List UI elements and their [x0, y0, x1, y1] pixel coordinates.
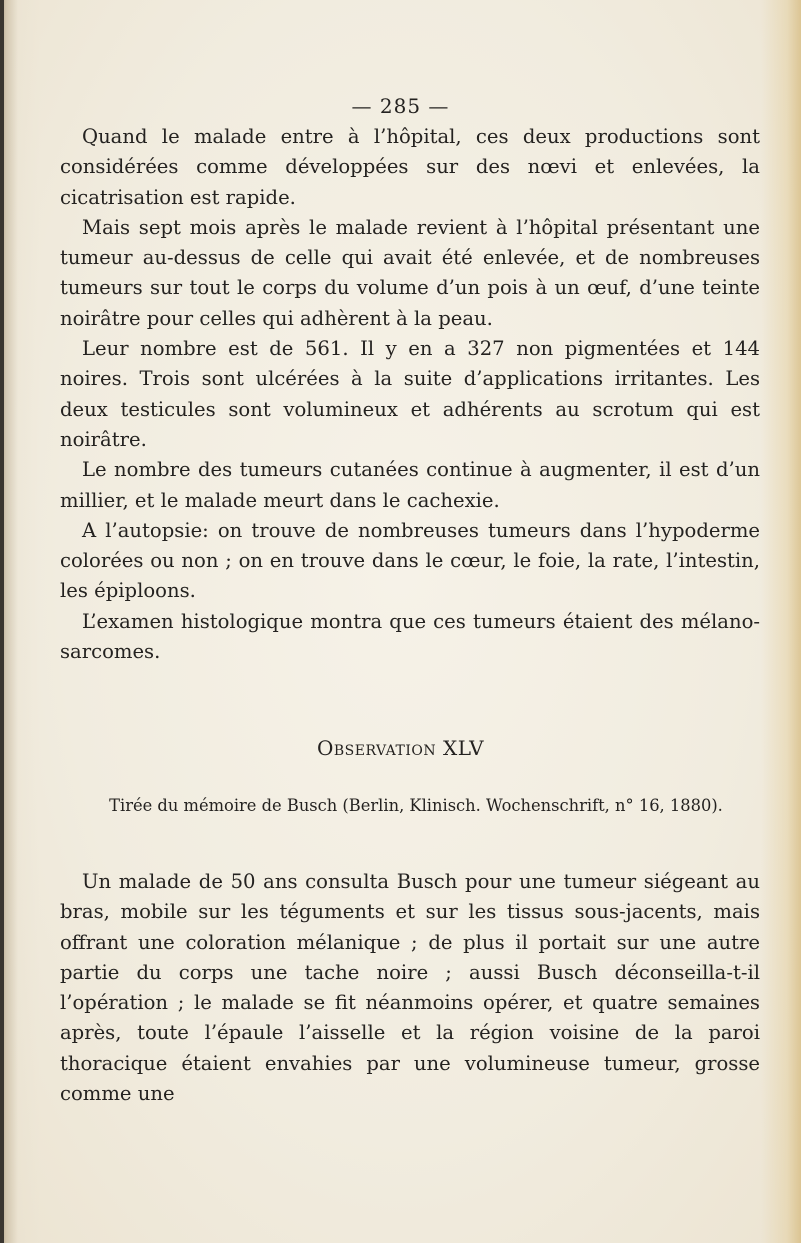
paragraph-1: Quand le malade entre à l’hôpital, ces deux productions sont considérées comme développées sur des nœvi et enlevées, la cicatrisation est rapide.: [60, 125, 760, 209]
bottom-text-block: [60, 867, 760, 1109]
observation-heading: [0, 736, 801, 760]
paragraph-6: L’examen histologique montra que ces tumeurs étaient des mélano-sarcomes.: [60, 609, 760, 664]
source-note: Tirée du mémoire de Busch (Berlin, Klinisch. Wochenschrift, n° 16, 1880).: [109, 796, 723, 815]
paragraph-5: A l’autopsie: on trouve de nombreuses tumeurs dans l’hypoderme colorées ou non ; on en trouve dans le cœur, le foie, la rate, l’intestin, les épiploons.: [60, 518, 760, 603]
paragraph-4: Le nombre des tumeurs cutanées continue à augmenter, il est d’un millier, et le malade meurt dans le cachexie.: [60, 458, 760, 512]
observation-word: Observation: [316, 736, 437, 760]
paragraph-3: Leur nombre est de 561. Il y en a 327 non pigmentées et 144 noires. Trois sont ulcérées à la suite d’applications irritantes. Les deux testicules sont volumineux et adhérents au scrotum qui est noirâtre.: [60, 337, 760, 451]
top-text-block: [60, 122, 760, 667]
paragraph-2: Mais sept mois après le malade revient à l’hôpital présentant une tumeur au-dessus de celle qui avait été enlevée, et de nombreuses tumeurs sur tout le corps du volume d’un pois à un œuf, d’une teinte noirâtre pour celles qui adhèrent à la peau.: [60, 215, 760, 330]
observation-numeral: XLV: [442, 736, 485, 760]
paragraph-7: Un malade de 50 ans consulta Busch pour une tumeur siégeant au bras, mobile sur les téguments et sur les tissus sous-jacents, mais offrant une coloration mélanique ; de plus il portait sur une autre partie du corps une tache noire ; aussi Busch déconseilla-t-il l’opération ; le malade se fit néanmoins opérer, et quatre semaines après, toute l’épaule l’aisselle et la région voisine de la paroi thoracique étaient envahies par une volumineuse tumeur, grosse comme une: [60, 870, 760, 1106]
page-number: — 285 —: [351, 94, 450, 118]
page-binding-edge: [0, 0, 4, 1243]
